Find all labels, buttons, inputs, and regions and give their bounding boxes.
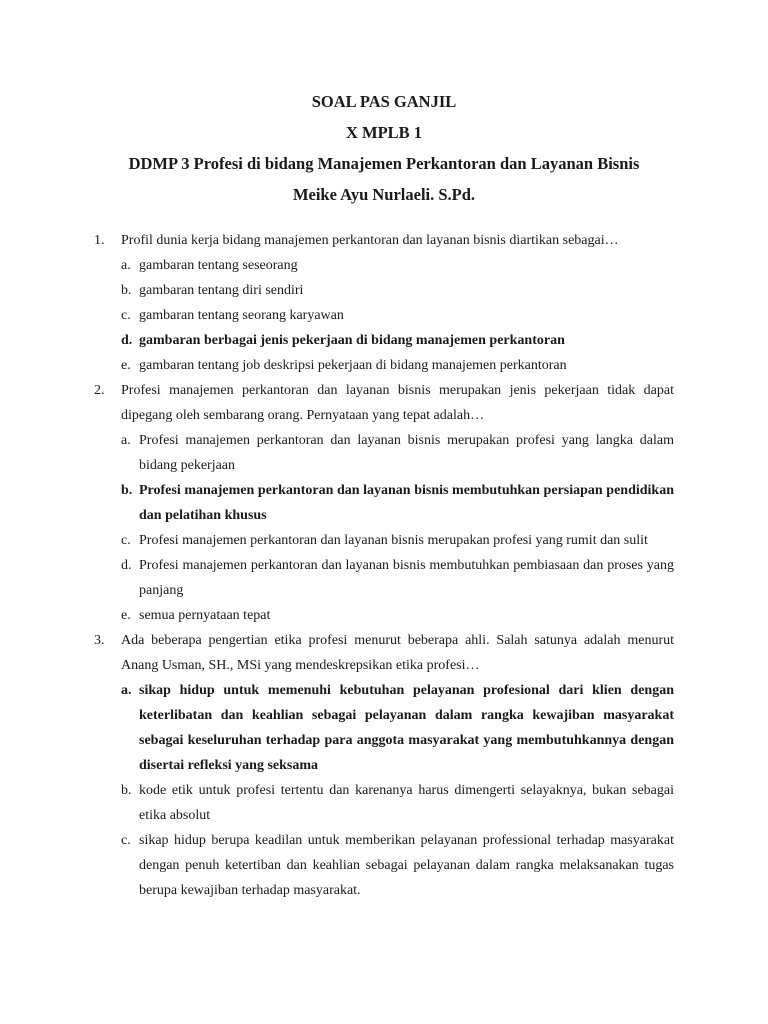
option-text: sikap hidup untuk memenuhi kebutuhan pelayanan profesional dari klien dengan keterlibatan dan keahlian sebagai pelayanan dalam rangka kewajiban masyarakat sebagai keseluruhan terhadap para anggota masyarakat yang membutuhkannya dengan disertai refleksi yang seksama [139,683,674,773]
question-text: Profil dunia kerja bidang manajemen perkantoran dan layanan bisnis diartikan sebagai… [121,233,619,248]
option-list [121,678,674,903]
option-list [121,253,674,378]
exam-title: SOAL PAS GANJIL [311,92,457,111]
question-text: Ada beberapa pengertian etika profesi menurut beberapa ahli. Salah satunya adalah menurut Anang Usman, SH., MSi yang mendeskrepsikan etika profesi… [121,633,674,673]
option-e [121,353,674,378]
option-letter: c. [121,833,131,848]
option-a-answer [121,678,674,778]
question-text: Profesi manajemen perkantoran dan layanan bisnis merupakan jenis pekerjaan tidak dapat dipegang oleh sembarang orang. Pernyataan yang tepat adalah… [121,383,674,423]
option-text: Profesi manajemen perkantoran dan layanan bisnis merupakan profesi yang rumit dan sulit [139,533,648,548]
question-2 [94,378,674,628]
option-letter: a. [121,258,131,273]
subject-title: DDMP 3 Profesi di bidang Manajemen Perkantoran dan Layanan Bisnis [128,154,640,173]
question-number: 1. [94,233,105,248]
option-letter: d. [121,333,133,348]
option-a [121,253,674,278]
question-number: 2. [94,383,105,398]
option-letter: c. [121,533,131,548]
option-text: sikap hidup berupa keadilan untuk memberikan pelayanan professional terhadap masyarakat dengan penuh ketertiban dan keahlian sebagai pelayanan dalam rangka melaksanakan tugas berupa kewajiban terhadap masyarakat. [139,833,674,898]
question-1 [94,228,674,378]
option-text: Profesi manajemen perkantoran dan layanan bisnis merupakan profesi yang langka dalam bidang pekerjaan [139,433,674,473]
option-d-answer [121,328,674,353]
option-b [121,778,674,828]
option-text: gambaran tentang diri sendiri [139,283,304,298]
option-letter: c. [121,308,131,323]
option-text: Profesi manajemen perkantoran dan layanan bisnis membutuhkan persiapan pendidikan dan pelatihan khusus [139,483,674,523]
option-letter: d. [121,558,132,573]
option-e [121,603,674,628]
option-letter: b. [121,783,132,798]
document-header [94,86,674,210]
option-letter: a. [121,683,132,698]
option-c [121,528,674,553]
option-c [121,828,674,903]
option-text: Profesi manajemen perkantoran dan layanan bisnis membutuhkan pembiasaan dan proses yang panjang [139,558,674,598]
option-c [121,303,674,328]
option-letter: b. [121,283,132,298]
option-text: semua pernyataan tepat [139,608,271,623]
teacher-name: Meike Ayu Nurlaeli. S.Pd. [292,185,476,204]
class-name: X MPLB 1 [345,123,423,142]
option-text: kode etik untuk profesi tertentu dan karenanya harus dimengerti selayaknya, bukan sebagai etika absolut [139,783,674,823]
option-letter: e. [121,358,131,373]
option-letter: e. [121,608,131,623]
option-letter: b. [121,483,133,498]
option-a [121,428,674,478]
option-b-answer [121,478,674,528]
question-list [94,228,674,903]
option-text: gambaran tentang seorang karyawan [139,308,344,323]
option-list [121,428,674,628]
option-d [121,553,674,603]
option-text: gambaran tentang job deskripsi pekerjaan di bidang manajemen perkantoran [139,358,567,373]
question-3 [94,628,674,903]
question-number: 3. [94,633,105,648]
option-b [121,278,674,303]
option-text: gambaran berbagai jenis pekerjaan di bidang manajemen perkantoran [139,333,565,348]
option-text: gambaran tentang seseorang [139,258,298,273]
option-letter: a. [121,433,131,448]
